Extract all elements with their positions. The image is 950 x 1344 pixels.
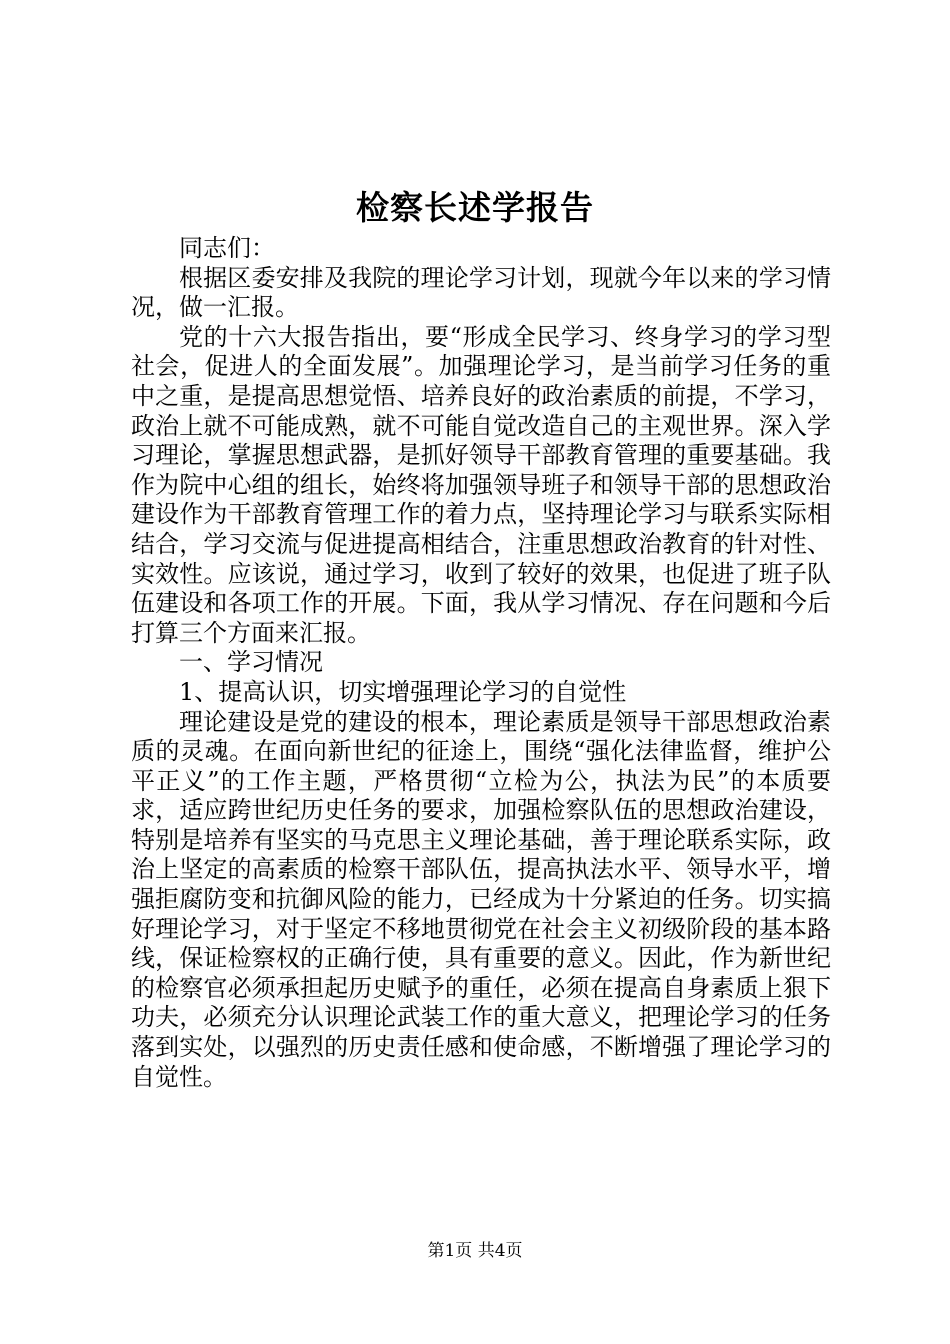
body-paragraph: 党的十六大报告指出，要“形成全民学习、终身学习的学习型社会，促进人的全面发展”。加强理论学习，是当前学习任务的重中之重，是提高思想觉悟、培养良好的政治素质的前提，不学习，政治上就不可能成熟，就不可能自觉改造自己的主观世界。深入学习理论，掌握思想武器，是抓好领导干部教育管理的重要基础。我作为院中心组的组长，始终将加强领导班子和领导干部的思想政治建设作为干部教育管理工作的着力点，坚持理论学习与联系实际相结合，学习交流与促进提高相结合，注重思想政治教育的针对性、实效性。应该说，通过学习，收到了较好的效果，也促进了班子队伍建设和各项工作的开展。下面，我从学习情况、存在问题和今后打算三个方面来汇报。 bbox=[131, 322, 831, 647]
page-footer: 第1页 共4页 bbox=[427, 1241, 523, 1261]
document-title: 检察长述学报告 bbox=[356, 188, 594, 227]
intro-paragraph: 根据区委安排及我院的理论学习计划，现就今年以来的学习情况，做一汇报。 bbox=[131, 263, 831, 322]
subsection-heading: 1、提高认识，切实增强理论学习的自觉性 bbox=[179, 677, 627, 706]
salutation: 同志们： bbox=[179, 234, 275, 262]
body-paragraph: 理论建设是党的建设的根本，理论素质是领导干部思想政治素质的灵魂。在面向新世纪的征途上，围绕“强化法律监督，维护公平正义”的工作主题，严格贯彻“立检为公，执法为民”的本质要求，适应跨世纪历史任务的要求，加强检察队伍的思想政治建设，特别是培养有坚实的马克思主义理论基础，善于理论联系实际，政治上坚定的高素质的检察干部队伍，提高执法水平、领导水平，增强拒腐防变和抗御风险的能力，已经成为十分紧迫的任务。切实搞好理论学习，对于坚定不移地贯彻党在社会主义初级阶段的基本路线，保证检察权的正确行使，具有重要的意义。因此，作为新世纪的检察官必须承担起历史赋予的重任，必须在提高自身素质上狠下功夫，必须充分认识理论武装工作的重大意义，把理论学习的任务落到实处，以强烈的历史责任感和使命感，不断增强了理论学习的自觉性。 bbox=[131, 707, 831, 1091]
document-body bbox=[131, 234, 831, 1092]
section-heading: 一、学习情况 bbox=[179, 648, 323, 677]
